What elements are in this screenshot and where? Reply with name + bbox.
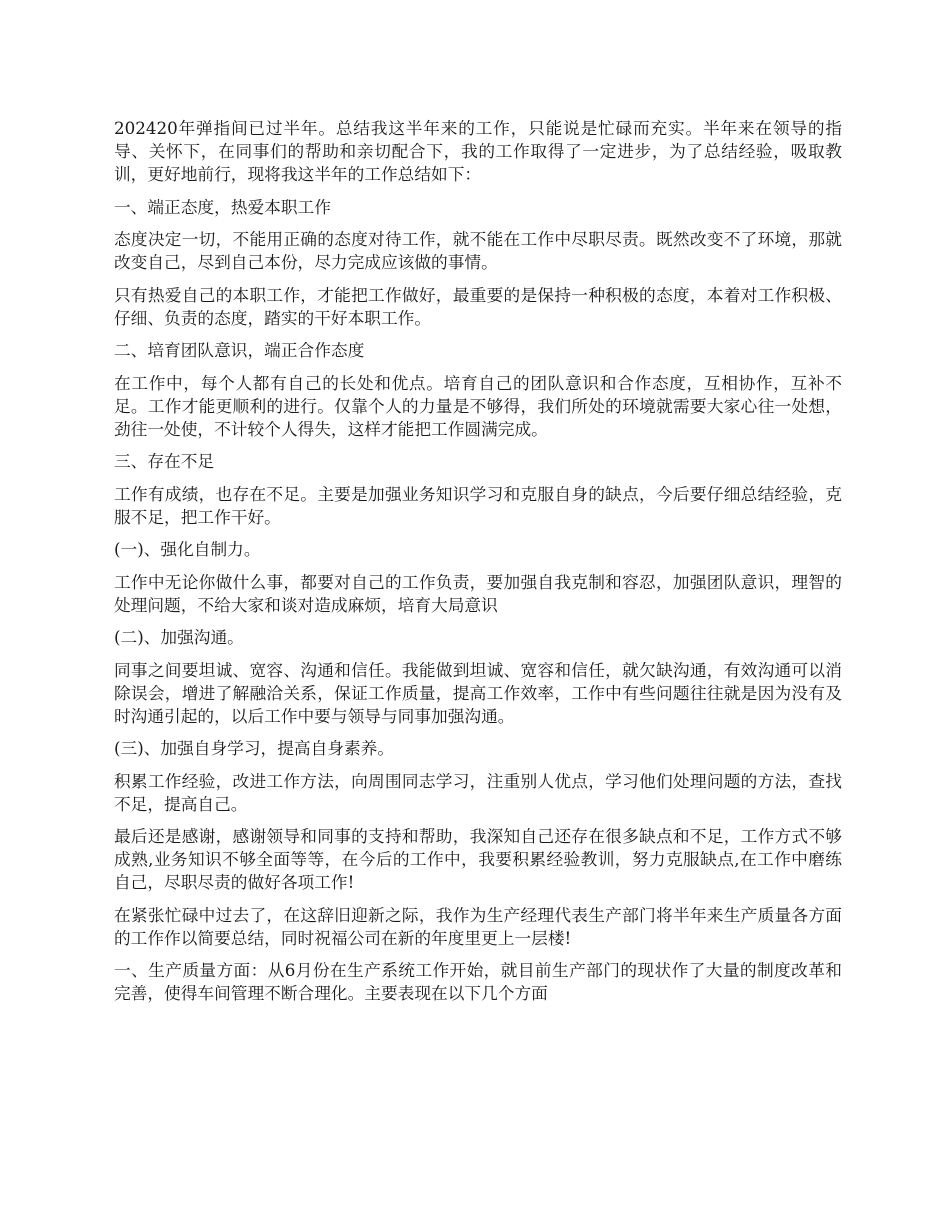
- body-paragraph: 态度决定一切，不能用正确的态度对待工作，就不能在工作中尽职尽责。既然改变不了环境，那就改变自己，尽到自己本份，尽力完成应该做的事情。: [114, 229, 842, 272]
- body-paragraph: 在紧张忙碌中过去了，在这辞旧迎新之际，我作为生产经理代表生产部门将半年来生产质量各方面的工作作以简要总结，同时祝福公司在新的年度里更上一层楼!: [114, 904, 842, 948]
- body-paragraph: 只有热爱自己的本职工作，才能把工作做好，最重要的是保持一种积极的态度，本着对工作积极、仔细、负责的态度，踏实的干好本职工作。: [114, 284, 842, 328]
- body-paragraph: 积累工作经验，改进工作方法，向周围同志学习，注重别人优点，学习他们处理问题的方法，查找不足，提高自己。: [114, 770, 842, 814]
- subsection-heading-communication: (二)、加强沟通。: [114, 627, 244, 647]
- section-heading-shortcomings: 三、存在不足: [114, 451, 215, 471]
- body-paragraph: 一、生产质量方面：从6月份在生产系统工作开始，就目前生产部门的现状作了大量的制度改革和完善，使得车间管理不断合理化。主要表现在以下几个方面: [114, 960, 842, 1003]
- body-paragraph: 在工作中，每个人都有自己的长处和优点。培育自己的团队意识和合作态度，互相协作，互补不足。工作才能更顺利的进行。仅靠个人的力量是不够得，我们所处的环境就需要大家心往一处想，劲往一处使，不计较个人得失，这样才能把工作圆满完成。: [114, 372, 842, 439]
- subsection-heading-learning: (三)、加强自身学习，提高自身素养。: [114, 738, 395, 758]
- subsection-heading-self-control: (一)、强化自制力。: [114, 539, 261, 559]
- intro-paragraph: 202420年弹指间已过半年。总结我这半年来的工作，只能说是忙碌而充实。半年来在领导的指导、关怀下，在同事们的帮助和亲切配合下，我的工作取得了一定进步，为了总结经验，吸取教训，更好地前行，现将我这半年的工作总结如下：: [114, 118, 842, 184]
- closing-paragraph: 最后还是感谢，感谢领导和同事的支持和帮助，我深知自己还存在很多缺点和不足，工作方式不够成熟,业务知识不够全面等等，在今后的工作中，我要积累经验教训，努力克服缺点,在工作中磨练自己，尽职尽责的做好各项工作!: [114, 826, 842, 892]
- document-page: [114, 117, 842, 1015]
- section-heading-teamwork: 二、培育团队意识，端正合作态度: [114, 340, 365, 360]
- body-paragraph: 工作有成绩，也存在不足。主要是加强业务知识学习和克服自身的缺点，今后要仔细总结经验，克服不足，把工作干好。: [114, 483, 842, 527]
- section-heading-attitude: 一、端正态度，热爱本职工作: [114, 196, 331, 217]
- body-paragraph: 同事之间要坦诚、宽容、沟通和信任。我能做到坦诚、宽容和信任，就欠缺沟通，有效沟通可以消除误会，增进了解融洽关系，保证工作质量，提高工作效率，工作中有些问题往往就是因为没有及时沟通引起的，以后工作中要与领导与同事加强沟通。: [114, 659, 842, 726]
- body-paragraph: 工作中无论你做什么事，都要对自己的工作负责，要加强自我克制和容忍，加强团队意识，理智的处理问题，不给大家和谈对造成麻烦，培育大局意识: [114, 571, 842, 615]
